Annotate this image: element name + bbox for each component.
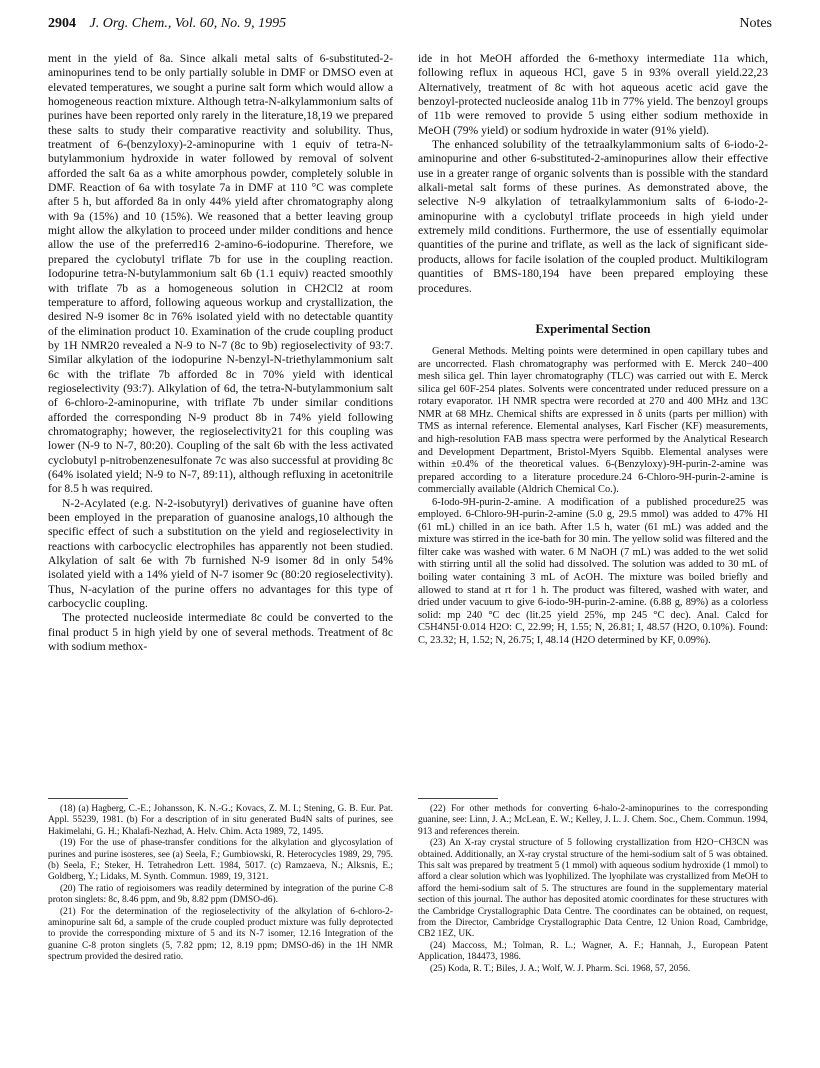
section-label: Notes bbox=[739, 16, 772, 31]
footnotes-right bbox=[418, 804, 768, 975]
section-heading: Experimental Section bbox=[535, 321, 651, 336]
running-header bbox=[48, 16, 772, 38]
footnote: (20) The ratio of regioisomers was readily determined by integration of the purine C-8 proton singlets: 8c, 8.46 ppm, and 9b, 8.82 ppm (DMSO-d6). bbox=[48, 883, 393, 906]
page-number: 2904 bbox=[48, 16, 76, 31]
footnote-rule bbox=[48, 798, 128, 799]
paragraph: 6-Iodo-9H-purin-2-amine. A modification of a published procedure25 was employed. 6-Chloro-9H-purin-2-amine (5.0 g, 29.5 mmol) was added to 47% HI (61 mL) chilled in an ice bath. After 1.5 h, water (61 mL) was added and the mixture was stirred in the ice-bath for 30 min. The yellow solid was filtered and the filter cake was washed with water. 6 M NaOH (7 mL) was added to the wet solid with stirring until all the solid had dissolved. The solution was added to 30 mL of boiling water containing 3 mL of AcOH. The mixture was boiled briefly and allowed to stand at rt for 1 h. The product was filtered, washed with water, and dried under vacuum to give 6-iodo-9H-purin-2-amine. (6.88 g, 89%) as a colorless solid: mp 240 °C dec (lit.25 yield 25%, mp 245 °C dec). Anal. Calcd for C5H4N5I·0.014 H2O: C, 22.99; H, 1.55; N, 26.81; I, 48.57 (H2O, 0.10%). Found: C, 23.32; H, 1.52; N, 26.75; I, 48.14 (H2O determined by KF, 0.09%). bbox=[418, 496, 768, 646]
experimental-section bbox=[418, 346, 768, 647]
right-column bbox=[418, 52, 768, 647]
footnote: (23) An X-ray crystal structure of 5 following crystallization from H2O−CH3CN was obtained. Additionally, an X-ray crystal structure of the hemi-sodium salt of 5 was obtained. This salt was prepared by treatment 5 (1 mmol) with aqueous sodium hydroxide (1 mmol) to afford a clear solution which was lyophilized. The lyophilate was crystallized from MeOH to afford the hemi-sodium salt of 5. The structures are found in the supplementary material section of this journal. The author has deposited atomic coordinates for these structures with the Cambridge Crystallographic Data Centre. The coordinates can be obtained, on request, from the Director, Cambridge Crystallographic Data Centre, 12 Union Road, Cambridge, CB2 1EZ, UK. bbox=[418, 838, 768, 940]
footnote: (25) Koda, R. T.; Biles, J. A.; Wolf, W. J. Pharm. Sci. 1968, 57, 2056. bbox=[430, 963, 691, 974]
paragraph: The protected nucleoside intermediate 8c could be converted to the final product 5 in high yield by one of several methods. Treatment of 8c with sodium methox- bbox=[48, 611, 393, 654]
footnote: (21) For the determination of the regioselectivity of the alkylation of 6-chloro-2-aminopurine salt 6d, a sample of the crude coupled product mixture was fully deprotected to provide the corresponding mixture of 5 and its N-7 isomer, 12.16 Integration of the guanine C-8 proton singlets (5, 7.82 ppm; 12, 8.19 ppm; DMSO-d6) in the 1H NMR spectrum provided the desired ratio. bbox=[48, 906, 393, 963]
footnote: (22) For other methods for converting 6-halo-2-aminopurines to the corresponding guanine, see: Linn, J. A.; McLean, E. W.; Kelley, J. L. J. Chem. Soc., Chem. Commun. 1994, 913 and references therein. bbox=[418, 804, 768, 837]
paragraph: ment in the yield of 8a. Since alkali metal salts of 6-substituted-2-aminopurines tend to be only partially soluble in DMF or DMSO even at elevated temperatures, we sought a purine salt form which would allow a homogeneous reaction mixture. Although tetra-N-alkylammonium salts of purines have been reported only rarely in the literature,18,19 we prepared these salts to study their comparative reactivity and solubility. Thus, treatment of 6-(benzyloxy)-2-aminopurine with 1 equiv of tetra-N-butylammonium hydroxide in water followed by removal of solvent afforded the salt 6a as a white amorphous powder, completely soluble in DMF. Reaction of 6a with tosylate 7a in DMF at 110 °C was complete after 5 h, but afforded 8a in only 44% yield after chromatography along with 9a (15%) and 10 (15%). We reasoned that a better leaving group might allow the alkylation to proceed under milder conditions and hence allow the use of the preferred16 2-amino-6-iodopurine. Therefore, we prepared the cyclobutyl triflate 7b for use in the coupling reaction. Iodopurine tetra-N-butylammonium salt 6b (1.1 equiv) reacted smoothly with triflate 7b as a homogeneous solution in CH2Cl2 at room temperature to afford, following aqueous workup and crystallization, the desired N-9 isomer 8c in 76% isolated yield with no detectable quantity of the elimination product 10. Examination of the crude coupling product by 1H NMR20 revealed a N-9 to N-7 (8c to 9b) regioselectivity of 93:7. Similar alkylation of the iodopurine N-benzyl-N-triethylammonium salt 6c with the triflate 7b afforded 8c in 70% yield with identical regioselectivity (93:7). Alkylation of 6d, the tetra-N-butylammonium salt of 6-chloro-2-aminopurine, with triflate 7b under similar conditions afforded the corresponding N-9 product 8b in 74% yield following chromatography; however, the regioselectivity21 for this coupling was lower (N-9 to N-7, 80:20). Coupling of the salt 6b with the less activated cyclobutyl p-nitrobenzenesulfonate 7c was also successful at providing 8c (64% isolated yield; N-9 to N-7, 89:11), although refluxing in acetonitrile for 8.5 h was required. bbox=[48, 52, 393, 496]
footnotes-left bbox=[48, 804, 393, 964]
footnote: (18) (a) Hagberg, C.-E.; Johansson, K. N.-G.; Kovacs, Z. M. I.; Stening, G. B. Eur. Pat. Appl. 55239, 1981. (b) For a description of in situ generated Bu4N salts of purines, see Hakimelahi, G. H.; Khalafi-Nezhad, A. Helv. Chim. Acta 1989, 72, 1495. bbox=[48, 804, 393, 837]
paragraph: General Methods. Melting points were determined in open capillary tubes and are uncorrected. Flash chromatography was performed with E. Merck 240−400 mesh silica gel. Thin layer chromatography (TLC) was carried out with E. Merck silica gel 60F-254 plates. Solvents were concentrated under reduced pressure on a rotary evaporator. 1H NMR spectra were recorded at 270 and 400 MHz and 13C NMR at 68 MHz. Chemical shifts are expressed in δ units (parts per million) with TMS as internal reference. Elemental analyses, Karl Fischer (KF) measurements, and high-resolution FAB mass spectra were performed by the Analytical Research and Development Department, Bristol-Myers Squibb. Elemental analyses were within ±0.4% of the theoretical values. 6-(Benzyloxy)-9H-purin-2-amine was prepared according to a literature procedure.24 6-Chloro-9H-purin-2-amine is commercially available (Aldrich Chemical Co.). bbox=[418, 346, 768, 496]
footnote-rule bbox=[418, 798, 498, 799]
left-column bbox=[48, 52, 393, 654]
paragraph: N-2-Acylated (e.g. N-2-isobutyryl) derivatives of guanine have often been employed in the preparation of guanosine analogs,10 although the specific effect of such a substitution on the yield and regioselectivity in reactions with carbocyclic electrophiles has apparently not been studied. Alkylation of salt 6e with 7b furnished N-9 isomer 8d in only 54% isolated yield with a 14% yield of N-7 isomer 9c (80:20 regioselectivity). Thus, N-acylation of the purine offers no advantages for this type of carbocyclic coupling. bbox=[48, 496, 393, 611]
paragraph: ide in hot MeOH afforded the 6-methoxy intermediate 11a which, following reflux in aqueous HCl, gave 5 in 93% overall yield.22,23 Alternatively, treatment of 8c with hot aqueous acetic acid gave the benzoyl-protected nucleoside analog 11b in 77% yield. The benzoyl groups of 11b were removed to provide 5 using either sodium methoxide in MeOH (79% yield) or sodium hydroxide in water (91% yield). bbox=[418, 52, 768, 137]
paragraph: The enhanced solubility of the tetraalkylammonium salts of 6-iodo-2-aminopurine and other 6-substituted-2-aminopurines allow their effective use in a greater range of organic solvents than is possible with the standard alkali-metal salt forms of these purines. As demonstrated above, the selective N-9 alkylation of tetraalkylammonium salts of 6-iodo-2-aminopurine with a cyclobutyl triflate proceeds in high yield under extremely mild conditions. Furthermore, the use of essentially equimolar quantities of the purine and triflate, as well as the lack of significant side-products, allows for facile isolation of the coupled product. Multikilogram quantities of BMS-180,194 have been prepared employing these procedures. bbox=[418, 138, 768, 295]
footnote: (24) Maccoss, M.; Tolman, R. L.; Wagner, A. F.; Hannah, J., European Patent Application, 184473, 1986. bbox=[418, 940, 768, 963]
journal-citation: J. Org. Chem., Vol. 60, No. 9, 1995 bbox=[89, 16, 287, 31]
footnote: (19) For the use of phase-transfer conditions for the alkylation and glycosylation of purines and purine isosteres, see (a) Seela, F.; Gumbiowski, R. Heterocycles 1989, 29, 795. (b) Seela, F.; Steker, H. Tetrahedron Lett. 1984, 5017. (c) Ramzaeva, N.; Alksnis, E.; Goldberg, Y.; Lidaks, M. Synth. Commun. 1989, 19, 3121. bbox=[48, 838, 393, 883]
